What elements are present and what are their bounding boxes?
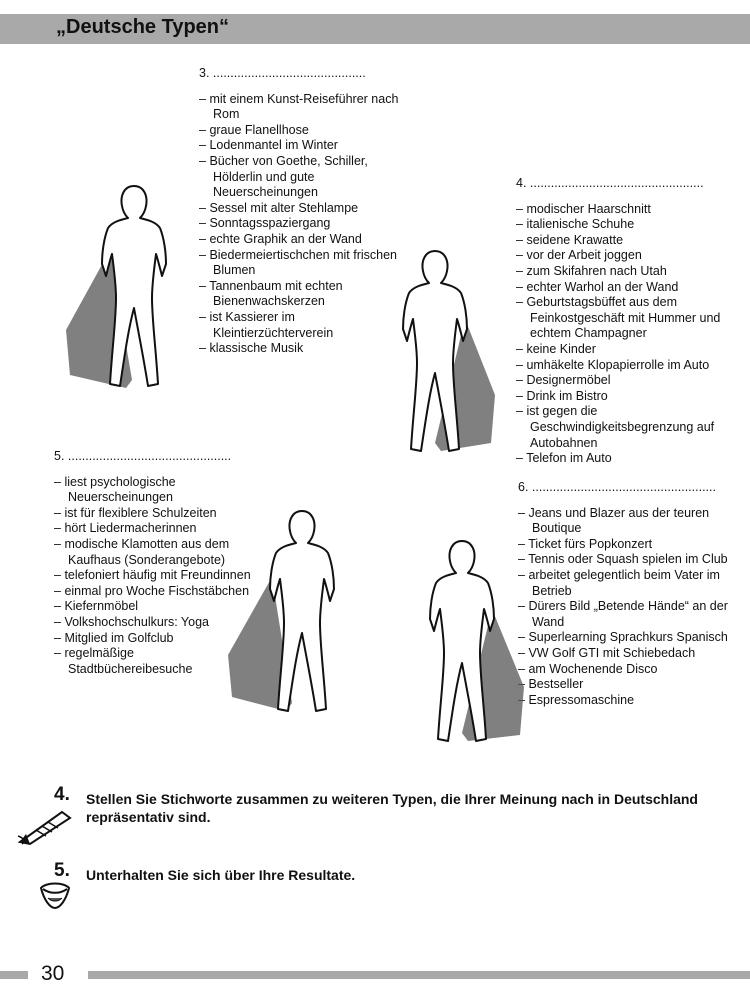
task-5 <box>54 860 734 884</box>
list-item: – VW Golf GTI mit Schiebedach <box>518 646 738 662</box>
list-item: – graue Flanellhose <box>199 123 399 139</box>
list-item: – hört Liedermacherinnen <box>54 521 254 537</box>
list-item: – Volkshochschulkurs: Yoga <box>54 615 254 631</box>
page-number: 30 <box>41 962 65 985</box>
task-5-number: 5. <box>54 860 70 881</box>
list-item: – Geburtstagsbüffet aus dem Feinkostgeschäft mit Hummer und echtem Champagner <box>516 295 748 342</box>
list-item: – klassische Musik <box>199 341 399 357</box>
type-3-label: 3. ............................................ <box>199 66 366 80</box>
type-6-label: 6. ..................................................... <box>518 480 716 494</box>
list-item: – umhäkelte Klopapierrolle im Auto <box>516 358 748 374</box>
figure-type-4 <box>365 245 505 465</box>
list-item: – Ticket fürs Popkonzert <box>518 537 738 553</box>
list-item: – Lodenmantel im Winter <box>199 138 399 154</box>
list-item: – Bestseller <box>518 677 738 693</box>
type-4-list <box>516 176 748 467</box>
task-5-text: Unterhalten Sie sich über Ihre Resultate. <box>86 867 356 883</box>
type-4-label: 4. .................................................. <box>516 176 704 190</box>
list-item: – modischer Haarschnitt <box>516 202 748 218</box>
list-item: – Dürers Bild „Betende Hände“ an der Wand <box>518 599 738 630</box>
list-item: – Espressomaschine <box>518 693 738 709</box>
list-item: – Drink im Bistro <box>516 389 748 405</box>
type-5-label: 5. ............................................... <box>54 449 232 463</box>
footer-bar <box>0 971 28 979</box>
list-item: – am Wochenende Disco <box>518 662 738 678</box>
list-item: – Bücher von Goethe, Schiller, Hölderlin und gute Neuerscheinungen <box>199 154 399 201</box>
list-item: – zum Skifahren nach Utah <box>516 264 748 280</box>
list-item: – Sessel mit alter Stehlampe <box>199 201 399 217</box>
task-4-number: 4. <box>54 784 70 805</box>
list-item: – Tennis oder Squash spielen im Club <box>518 552 738 568</box>
list-item: – modische Klamotten aus dem Kaufhaus (Sonderangebote) <box>54 537 254 568</box>
task-4 <box>54 784 734 826</box>
footer-bar <box>88 971 750 979</box>
list-item: – echter Warhol an der Wand <box>516 280 748 296</box>
figure-type-5 <box>222 505 362 725</box>
list-item: – vor der Arbeit joggen <box>516 248 748 264</box>
list-item: – liest psychologische Neuerscheinungen <box>54 475 254 506</box>
list-item: – arbeitet gelegentlich beim Vater im Betrieb <box>518 568 738 599</box>
list-item: – Telefon im Auto <box>516 451 748 467</box>
list-item: – Kiefernmöbel <box>54 599 254 615</box>
list-item: – ist Kassierer im Kleintierzüchterverein <box>199 310 399 341</box>
list-item: – Mitglied im Golfclub <box>54 631 254 647</box>
list-item: – echte Graphik an der Wand <box>199 232 399 248</box>
list-item: – italienische Schuhe <box>516 217 748 233</box>
list-item: – Designermöbel <box>516 373 748 389</box>
list-item: – seidene Krawatte <box>516 233 748 249</box>
list-item: – keine Kinder <box>516 342 748 358</box>
list-item: – telefoniert häufig mit Freundinnen <box>54 568 254 584</box>
figure-type-6 <box>392 535 532 755</box>
list-item: – Biedermeiertischchen mit frischen Blumen <box>199 248 399 279</box>
task-4-text: Stellen Sie Stichworte zusammen zu weiteren Typen, die Ihrer Meinung nach in Deutschland repräsentativ sind. <box>86 791 698 825</box>
list-item: – ist gegen die Geschwindigkeitsbegrenzung auf Autobahnen <box>516 404 748 451</box>
list-item: – Jeans und Blazer aus der teuren Boutique <box>518 506 738 537</box>
list-item: – regelmäßige Stadtbüchereibesuche <box>54 646 254 677</box>
type-6-list <box>518 480 738 708</box>
list-item: – ist für flexiblere Schulzeiten <box>54 506 254 522</box>
figure-type-3 <box>58 180 198 400</box>
list-item: – Tannenbaum mit echten Bienenwachskerzen <box>199 279 399 310</box>
list-item: – Sonntagsspaziergang <box>199 216 399 232</box>
list-item: – mit einem Kunst-Reiseführer nach Rom <box>199 92 399 123</box>
page-title: „Deutsche Typen“ <box>56 16 229 38</box>
list-item: – Superlearning Sprachkurs Spanisch <box>518 630 738 646</box>
list-item: – einmal pro Woche Fischstäbchen <box>54 584 254 600</box>
